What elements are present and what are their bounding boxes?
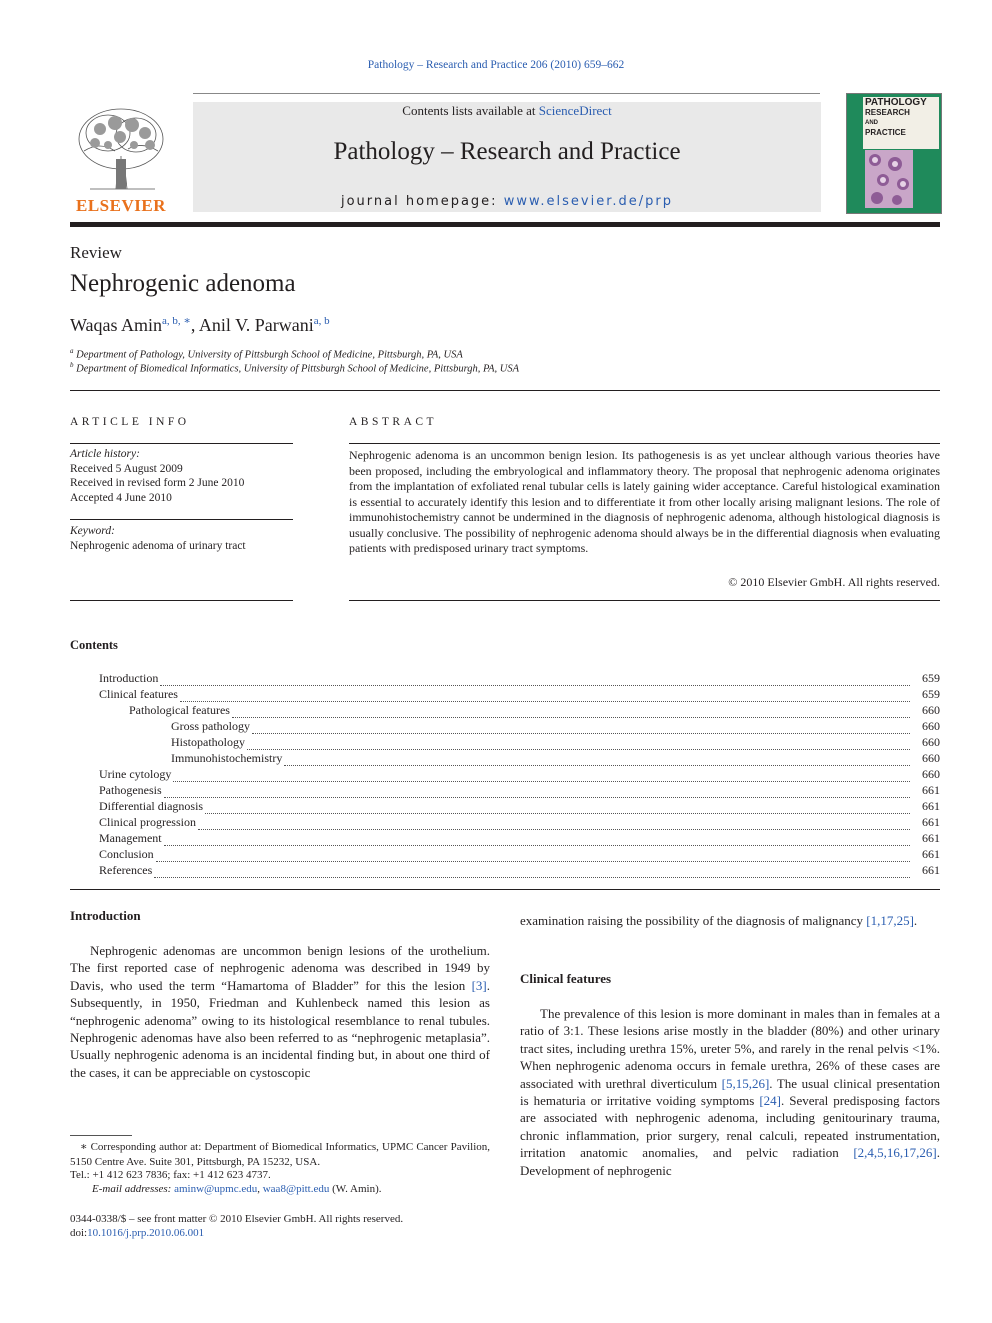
toc-page: 661	[912, 847, 940, 862]
article-info-heading: ARTICLE INFO	[70, 416, 190, 428]
email-separator: ,	[257, 1183, 263, 1195]
toc-label[interactable]: Conclusion	[99, 847, 154, 861]
email-note	[92, 1182, 492, 1197]
toc-page: 661	[912, 799, 940, 814]
toc-page: 660	[912, 767, 940, 782]
divider	[349, 600, 940, 601]
keyword-label: Keyword:	[70, 525, 115, 537]
affiliation-mark: a	[70, 347, 74, 355]
article-type: Review	[70, 243, 122, 262]
affiliation-text: Department of Biomedical Informatics, University of Pittsburgh School of Medicine, Pittsburgh, PA, USA	[76, 363, 520, 375]
author-list	[70, 314, 330, 336]
toc-label[interactable]: Clinical features	[99, 687, 178, 701]
history-label: Article history:	[70, 448, 140, 460]
sciencedirect-link[interactable]: ScienceDirect	[538, 103, 612, 118]
introduction-paragraph	[70, 942, 490, 1081]
toc-entry[interactable]	[70, 703, 940, 719]
article-history	[70, 447, 293, 505]
toc-page: 659	[912, 671, 940, 686]
footnote-rule	[70, 1135, 132, 1136]
toc-label[interactable]: Pathological features	[129, 703, 230, 717]
toc-page: 660	[912, 751, 940, 766]
cover-title-line: RESEARCH	[865, 108, 910, 117]
paragraph-text: . Several predisposing factors are associated with nephrogenic adenoma, including genitourinary trauma, chronic inflammation, prior surgery, renal calculi, repeated instrumentation, irritation anatomic anomalies, and pelvic radiation	[520, 1093, 940, 1161]
divider	[70, 889, 940, 890]
toc-page: 661	[912, 831, 940, 846]
accepted-date: Accepted 4 June 2010	[70, 491, 172, 504]
toc-label[interactable]: Gross pathology	[171, 719, 250, 733]
keywords	[70, 524, 293, 553]
author-separator: ,	[190, 315, 199, 335]
toc-page: 659	[912, 687, 940, 702]
header-rule	[193, 93, 820, 94]
article-title: Nephrogenic adenoma	[70, 270, 296, 297]
email-suffix: (W. Amin).	[329, 1183, 382, 1195]
abstract-text: Nephrogenic adenoma is an uncommon benign lesion. Its pathogenesis is as yet unclear although various theories have been proposed, including the embryological and inflammatory theory. The proposal that nephrogenic adenoma originates from the implantation of exfoliated renal tubular cells is lately gaining wider acceptance. Careful histological examination is essential to accurately identify this lesion and to differentiate it from other locally arising malignant lesions. The role of immunohistochemistry cannot be undermined in the diagnosis of nephrogenic adenoma, although histological diagnosis is usually conclusive. The possibility of nephrogenic adenoma should always be in the differential diagnosis when evaluating patients with predisposed urinary tract symptoms.	[349, 448, 940, 555]
author-name[interactable]: Waqas Amin	[70, 315, 163, 335]
toc-label[interactable]: Histopathology	[171, 735, 245, 749]
doi-line	[70, 1226, 204, 1241]
homepage-prefix: journal homepage:	[340, 194, 504, 209]
divider	[70, 390, 940, 391]
affiliation-b	[70, 361, 519, 375]
abstract-copyright: © 2010 Elsevier GmbH. All rights reserved.	[728, 575, 940, 589]
cover-title-line: PRACTICE	[865, 128, 906, 137]
citation-link[interactable]: [5,15,26]	[721, 1075, 770, 1091]
email-link[interactable]: waa8@pitt.edu	[262, 1183, 330, 1195]
header-thick-rule	[70, 222, 940, 227]
citation-link[interactable]: [1,17,25]	[866, 913, 914, 928]
issn-line: 0344-0338/$ – see front matter © 2010 Elsevier GmbH. All rights reserved.	[70, 1213, 404, 1225]
contents-heading: Contents	[70, 638, 118, 652]
divider	[70, 519, 293, 520]
toc-entry[interactable]	[70, 783, 940, 799]
paragraph-text: . Development of nephrogenic	[520, 1145, 940, 1178]
abstract-heading: ABSTRACT	[349, 416, 438, 428]
divider	[349, 443, 940, 444]
paragraph-text: . The usual clinical presentation is hematuria or irritative voiding symptoms	[520, 1075, 940, 1109]
doi-label: doi:	[70, 1227, 88, 1239]
paragraph-text: . Subsequently, in 1950, Friedman and Kuhlenbeck named this lesion as “nephrogenic adenoma” owing to its histological resemblance to renal tubules. Nephrogenic adenomas have also been referred to as “nephrogenic metaplasia”. Usually nephrogenic adenoma is an incidental finding but, in about one third of the cases, it can be appreciable on cystoscopic	[70, 977, 490, 1080]
toc-label[interactable]: Clinical progression	[99, 815, 196, 829]
keyword: Nephrogenic adenoma of urinary tract	[70, 539, 246, 552]
doi-link[interactable]: 10.1016/j.prp.2010.06.001	[87, 1227, 205, 1239]
continued-paragraph	[520, 912, 940, 929]
contents-prefix: Contents lists available at	[402, 103, 539, 118]
section-heading-introduction: Introduction	[70, 908, 141, 923]
toc-page: 660	[912, 735, 940, 750]
toc-page: 660	[912, 719, 940, 734]
toc-entry[interactable]	[70, 815, 940, 831]
journal-homepage	[193, 194, 821, 209]
cover-title-line: AND	[865, 120, 878, 126]
journal-citation[interactable]: Pathology – Research and Practice 206 (2010) 659–662	[367, 59, 625, 71]
citation-link[interactable]: [24]	[759, 1093, 781, 1109]
corresponding-author-note: ∗ Corresponding author at: Department of Biomedical Informatics, UPMC Cancer Pavilion, 5150 Centre Ave. Suite 301, Pittsburgh, PA 15232, USA.	[70, 1141, 490, 1168]
citation-link[interactable]: [2,4,5,16,17,26]	[853, 1145, 937, 1161]
author-name[interactable]: Anil V. Parwani	[198, 315, 314, 335]
telephone-note: Tel.: +1 412 623 7836; fax: +1 412 623 4737.	[70, 1169, 271, 1181]
toc-label[interactable]: Urine cytology	[99, 767, 172, 781]
toc-entry[interactable]	[70, 687, 940, 703]
toc-label[interactable]: Pathogenesis	[99, 783, 162, 797]
paragraph-text: The prevalence of this lesion is more dominant in males than in females at a ratio of 3:1. These lesions arise mostly in the bladder (80%) and other urinary tract sites, including urethra 15%, ureter 5%, and rarely in the renal pelvis <1%. When nephrogenic adenoma occurs in female urethra, 26% of these cases are associated with urethral diverticulum	[520, 1006, 940, 1091]
journal-cover-image[interactable]	[846, 93, 942, 214]
elsevier-wordmark[interactable]: ELSEVIER	[76, 196, 166, 215]
clinical-features-paragraph	[520, 1005, 940, 1179]
cover-title	[865, 98, 927, 138]
toc-entry[interactable]	[70, 751, 940, 767]
affiliation-mark: b	[70, 361, 74, 369]
toc-page: 661	[912, 783, 940, 798]
contents-available-line	[193, 103, 821, 119]
toc-entry[interactable]	[70, 767, 940, 783]
cover-micrograph	[865, 150, 913, 208]
email-link[interactable]: aminw@upmc.edu	[174, 1183, 258, 1195]
toc-entry[interactable]	[70, 735, 940, 751]
divider	[70, 443, 293, 444]
toc-entry[interactable]	[70, 847, 940, 863]
toc-page: 661	[912, 863, 940, 878]
toc-label[interactable]: Immunohistochemistry	[171, 751, 283, 765]
paragraph-text: examination raising the possibility of the diagnosis of malignancy	[520, 913, 867, 928]
affiliation-text: Department of Pathology, University of Pittsburgh School of Medicine, Pittsburgh, PA, USA	[76, 349, 463, 361]
toc-entry[interactable]	[70, 719, 940, 735]
toc-entry[interactable]	[70, 863, 940, 879]
revised-date: Received in revised form 2 June 2010	[70, 477, 245, 489]
toc-label[interactable]: Introduction	[99, 671, 159, 685]
toc-entry[interactable]	[70, 831, 940, 847]
divider	[70, 600, 293, 601]
citation-link[interactable]: [3]	[471, 977, 487, 993]
toc-page: 660	[912, 703, 940, 718]
received-date: Received 5 August 2009	[70, 462, 183, 475]
paragraph-text: Nephrogenic adenomas are uncommon benign lesions of the urothelium. The first reported case of nephrogenic adenoma was described in 1949 by Davis, who used the term “Hamartoma of Bladder” for this the lesion	[70, 943, 490, 993]
author-affiliation-marks[interactable]: a, b, ∗	[162, 315, 191, 327]
email-label: E-mail addresses:	[92, 1183, 172, 1195]
toc-entry[interactable]	[70, 671, 940, 687]
author-affiliation-marks[interactable]: a, b	[313, 315, 330, 327]
toc-page: 661	[912, 815, 940, 830]
section-heading-clinical-features: Clinical features	[520, 971, 612, 986]
cover-title-line: PATHOLOGY	[865, 97, 927, 108]
journal-title: Pathology – Research and Practice	[333, 138, 681, 165]
affiliation-a	[70, 347, 463, 361]
toc-label[interactable]: Management	[99, 831, 162, 845]
toc-label[interactable]: References	[99, 863, 153, 877]
paragraph-text: .	[913, 913, 918, 928]
homepage-link[interactable]: www.elsevier.de/prp	[503, 194, 673, 209]
toc-label[interactable]: Differential diagnosis	[99, 799, 204, 813]
toc-entry[interactable]	[70, 799, 940, 815]
